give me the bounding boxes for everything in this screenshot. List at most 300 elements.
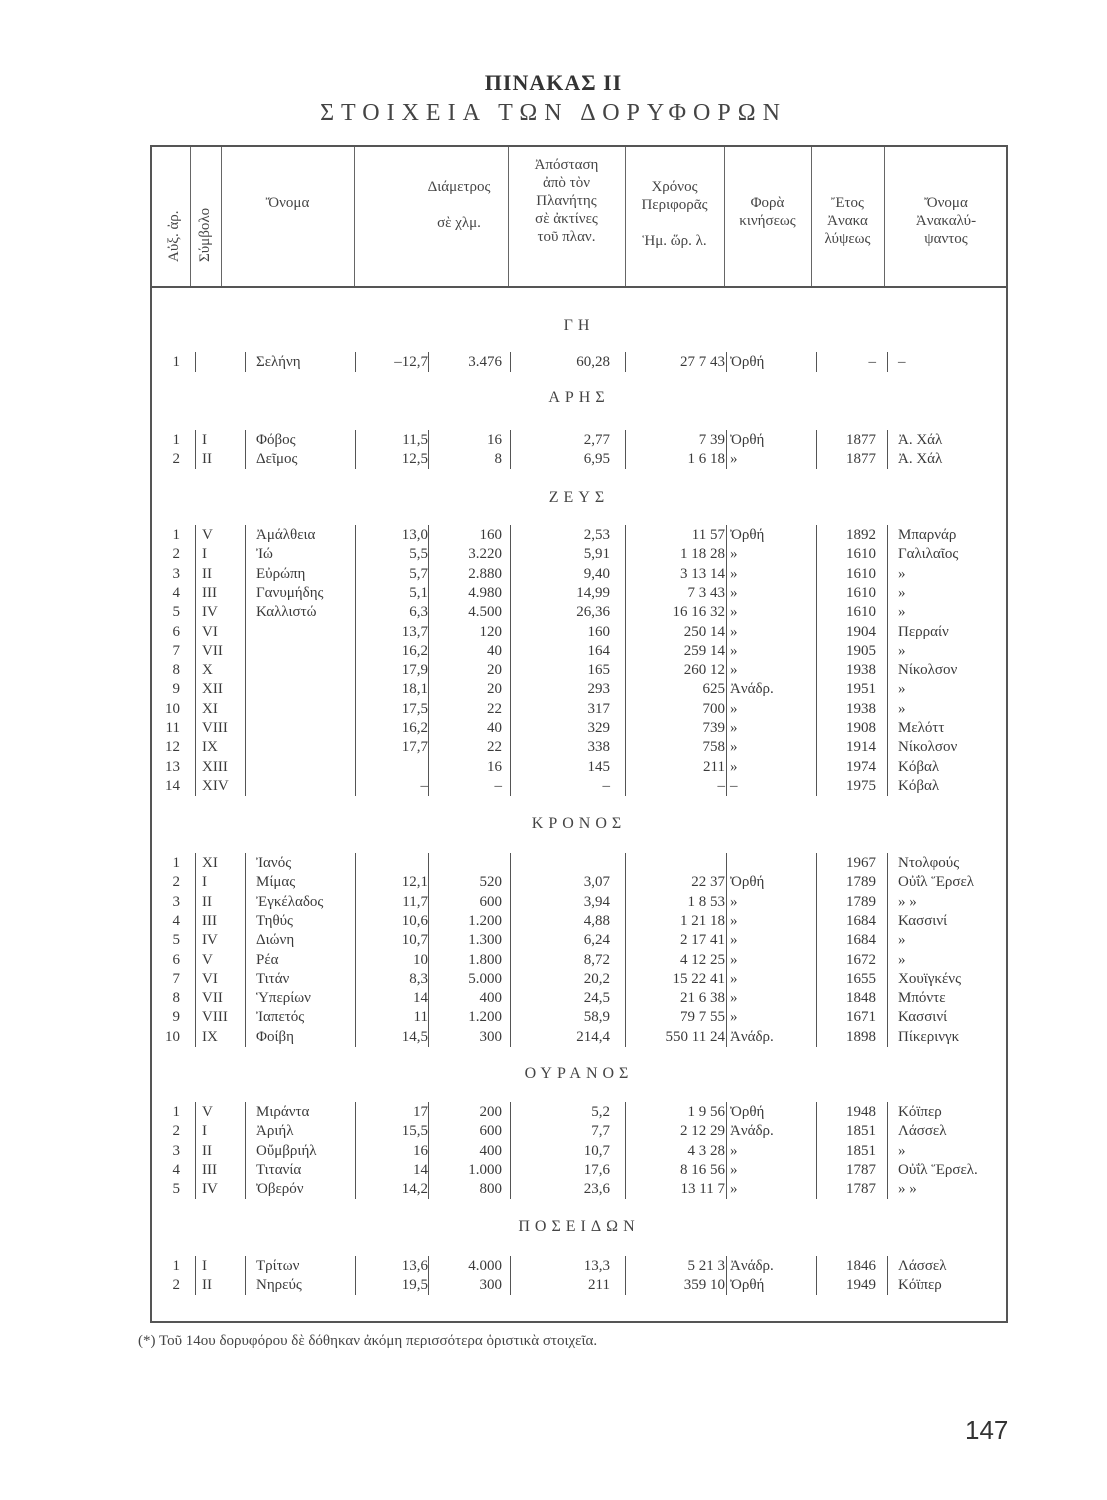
cell-diameter: 5,5	[409, 546, 428, 563]
column-rule	[887, 969, 888, 989]
cell-direction: »	[730, 642, 738, 659]
cell-num: 4	[172, 1161, 180, 1178]
column-rule	[887, 699, 888, 719]
cell-period: 550 11 24	[665, 1028, 725, 1045]
column-rule	[195, 853, 196, 873]
column-rule	[428, 699, 429, 719]
cell-period: 4 12 25	[680, 951, 725, 968]
table-row	[150, 854, 1008, 873]
column-rule	[726, 1275, 727, 1295]
column-rule	[195, 1256, 196, 1276]
table-row	[150, 951, 1008, 970]
cell-period-days: 3,07	[583, 874, 610, 891]
cell-period-days: 9,40	[583, 565, 610, 582]
column-rule	[428, 950, 429, 970]
cell-symbol: II	[202, 893, 212, 910]
column-rule	[428, 1179, 429, 1199]
column-rule	[726, 776, 727, 796]
header-period: Χρόνος Περιφορᾶς Ἡμ. ὥρ. λ.	[641, 179, 708, 249]
cell-num: 1	[172, 527, 180, 543]
cell-period-days: 211	[588, 1277, 610, 1294]
column-rule	[726, 602, 727, 622]
column-rule	[428, 544, 429, 564]
column-rule	[625, 1027, 626, 1047]
cell-direction: Ὀρθή	[730, 527, 765, 543]
cell-symbol: I	[202, 432, 207, 448]
cell-symbol: VI	[202, 970, 218, 987]
cell-diameter: 16	[413, 1142, 428, 1159]
cell-discoverer: »	[898, 951, 906, 968]
table-row	[150, 873, 1008, 892]
cell-year: 1672	[846, 951, 876, 968]
cell-distance: 160	[479, 527, 502, 543]
cell-symbol: II	[202, 565, 212, 582]
cell-diameter: 17,5	[401, 700, 428, 717]
column-rule	[726, 660, 727, 680]
cell-year: 1898	[846, 1028, 876, 1045]
section-heading: ΑΡΗΣ	[548, 389, 610, 406]
cell-distance: 2.880	[468, 565, 502, 582]
cell-period-days: 165	[587, 662, 610, 679]
column-rule	[195, 892, 196, 912]
table-row	[150, 603, 1008, 622]
column-rule	[887, 583, 888, 603]
column-rule	[625, 1007, 626, 1027]
column-rule	[625, 1275, 626, 1295]
cell-name: Οὔμβριήλ	[256, 1142, 317, 1159]
cell-num: 2	[172, 546, 180, 563]
cell-name: Διώνη	[256, 932, 295, 949]
cell-name: Μιράντα	[256, 1104, 310, 1120]
cell-discoverer: Κόβαλ	[898, 777, 940, 794]
cell-symbol: VII	[202, 990, 223, 1007]
column-rule	[195, 737, 196, 757]
table-row	[150, 1161, 1008, 1180]
cell-distance: 4.500	[468, 604, 502, 621]
cell-num: 10	[165, 1028, 180, 1045]
cell-period-days: 26,36	[576, 604, 610, 621]
column-rule	[625, 660, 626, 680]
cell-discoverer: »	[898, 604, 906, 621]
cell-diameter: 18,1	[401, 681, 428, 698]
cell-discoverer: »	[898, 584, 906, 601]
column-rule	[625, 622, 626, 642]
cell-name: Ἀριήλ	[256, 1123, 294, 1140]
cell-period: –	[717, 777, 725, 794]
cell-period: 211	[703, 758, 725, 775]
table-row	[150, 545, 1008, 564]
cell-period: 1 21 18	[680, 912, 725, 929]
column-rule	[195, 1007, 196, 1027]
cell-discoverer: Κασσινί	[898, 912, 948, 929]
column-rule	[625, 1256, 626, 1276]
column-rule	[428, 911, 429, 931]
cell-distance: 600	[479, 1123, 502, 1140]
column-rule	[625, 892, 626, 912]
cell-period: 3 13 14	[680, 565, 725, 582]
cell-num: 9	[172, 1009, 180, 1026]
cell-discoverer: Ἀ. Χάλ	[898, 432, 943, 448]
column-rule	[887, 430, 888, 450]
column-rule	[625, 930, 626, 950]
cell-distance: 120	[479, 623, 502, 640]
cell-distance: 4.000	[468, 1258, 502, 1274]
cell-year: 1851	[846, 1142, 876, 1159]
column-rule	[195, 930, 196, 950]
table-row	[150, 1142, 1008, 1161]
cell-period: 739	[702, 720, 725, 736]
cell-discoverer: Λάσσελ	[898, 1123, 947, 1140]
cell-distance: 16	[487, 432, 502, 448]
column-rule	[726, 641, 727, 661]
header-diameter: Διάμετρος σὲ χλμ.	[427, 179, 491, 231]
cell-year: 1877	[846, 451, 876, 468]
header-num: Αὐξ. ἀρ.	[166, 210, 182, 262]
cell-num: 5	[172, 604, 180, 621]
cell-distance: 1.800	[468, 951, 502, 968]
cell-distance: 8	[494, 451, 502, 468]
column-rule	[428, 525, 429, 545]
cell-symbol: IV	[202, 1181, 218, 1198]
cell-distance: 3.476	[468, 354, 502, 370]
cell-period-days: 7,7	[591, 1123, 610, 1140]
column-rule	[428, 1102, 429, 1122]
table-row	[150, 1257, 1008, 1276]
cell-name: Ὑπερίων	[256, 990, 311, 1007]
cell-name: Ἰώ	[256, 546, 273, 563]
cell-name: Σελήνη	[256, 354, 301, 370]
cell-symbol: III	[202, 1161, 217, 1178]
column-rule	[245, 352, 246, 372]
cell-period: 700	[702, 700, 725, 717]
column-rule	[195, 950, 196, 970]
column-rule	[625, 352, 626, 372]
cell-num: 4	[172, 584, 180, 601]
cell-direction: Ἀνάδρ.	[730, 1028, 774, 1045]
cell-num: 5	[172, 932, 180, 949]
cell-distance: 5.000	[468, 970, 502, 987]
header-name: Ὄνομα	[265, 195, 310, 211]
column-rule	[625, 564, 626, 584]
cell-num: 7	[172, 642, 180, 659]
cell-direction: »	[730, 951, 738, 968]
cell-period-days: 13,3	[583, 1258, 610, 1274]
column-rule	[625, 449, 626, 469]
column-rule	[428, 449, 429, 469]
cell-symbol: II	[202, 1142, 212, 1159]
column-rule	[195, 660, 196, 680]
cell-discoverer: »	[898, 1142, 906, 1159]
cell-symbol: VIII	[202, 720, 228, 736]
cell-diameter: 13,0	[401, 527, 428, 543]
cell-name: Ἐγκέλαδος	[256, 893, 324, 910]
cell-symbol: XI	[202, 700, 218, 717]
column-rule	[726, 1160, 727, 1180]
header-divider	[150, 286, 1008, 288]
cell-name: Τιτανία	[256, 1161, 302, 1178]
cell-diameter: 19,5	[401, 1277, 428, 1294]
column-rule	[428, 1160, 429, 1180]
footnote: (*) Τοῦ 14ου δορυφόρου δὲ δόθηκαν ἀκόμη περισσότερα ὁριστικὰ στοιχεῖα.	[138, 1333, 598, 1349]
column-rule	[726, 969, 727, 989]
cell-symbol: IV	[202, 604, 218, 621]
cell-num: 1	[172, 855, 180, 871]
column-rule	[195, 1160, 196, 1180]
column-rule	[887, 1121, 888, 1141]
cell-direction: »	[730, 700, 738, 717]
column-rule	[726, 564, 727, 584]
table-row	[150, 565, 1008, 584]
column-rule	[428, 853, 429, 873]
column-rule	[887, 602, 888, 622]
cell-distance: 4.980	[468, 584, 502, 601]
cell-diameter: 6,3	[409, 604, 428, 621]
cell-diameter: 5,7	[409, 565, 428, 582]
column-rule	[625, 853, 626, 873]
column-rule	[625, 641, 626, 661]
column-rule	[195, 564, 196, 584]
column-rule	[887, 1102, 888, 1122]
cell-direction: Ἀνάδρ.	[730, 1123, 774, 1140]
cell-diameter: 14	[413, 990, 428, 1007]
section-heading: ΓΗ	[563, 317, 595, 334]
cell-name: Καλλιστώ	[256, 604, 317, 621]
cell-diameter: 17	[413, 1104, 428, 1120]
cell-distance: 22	[487, 700, 502, 717]
cell-year: 1851	[846, 1123, 876, 1140]
cell-year: 1684	[846, 932, 876, 949]
cell-period: 259 14	[683, 642, 725, 659]
cell-distance: 1.300	[468, 932, 502, 949]
column-rule	[726, 1102, 727, 1122]
column-rule	[428, 660, 429, 680]
column-rule	[726, 1141, 727, 1161]
table-row	[150, 931, 1008, 950]
table-row	[150, 584, 1008, 603]
column-rule	[887, 1179, 888, 1199]
cell-symbol: XII	[202, 681, 223, 698]
cell-symbol: I	[202, 1258, 207, 1274]
cell-direction: »	[730, 584, 738, 601]
column-rule	[726, 1121, 727, 1141]
column-rule	[195, 679, 196, 699]
cell-name: Εὐρώπη	[256, 565, 306, 582]
column-rule	[195, 1121, 196, 1141]
cell-direction: »	[730, 662, 738, 679]
column-rule	[195, 776, 196, 796]
column-rule	[887, 544, 888, 564]
column-rule	[887, 911, 888, 931]
cell-period: 21 6 38	[680, 990, 725, 1007]
cell-num: 14	[165, 777, 180, 794]
column-rule	[428, 718, 429, 738]
cell-discoverer: Νίκολσον	[898, 662, 958, 679]
column-rule	[625, 1102, 626, 1122]
column-rule	[887, 950, 888, 970]
cell-direction: »	[730, 1009, 738, 1026]
cell-direction: »	[730, 546, 738, 563]
cell-year: 1914	[846, 739, 876, 756]
cell-distance: –	[494, 777, 502, 794]
column-rule	[625, 737, 626, 757]
column-rule	[510, 853, 511, 873]
cell-discoverer: »	[898, 642, 906, 659]
cell-diameter: 16,2	[401, 642, 428, 659]
cell-discoverer: Περραίν	[898, 623, 949, 640]
column-rule	[726, 352, 727, 372]
cell-num: 1	[172, 1258, 180, 1274]
cell-direction: »	[730, 758, 738, 775]
column-rule	[428, 564, 429, 584]
cell-diameter: –12,7	[394, 354, 428, 370]
cell-period: 260 12	[683, 662, 725, 679]
cell-direction: »	[730, 739, 738, 756]
column-rule	[428, 352, 429, 372]
header-discoverer: Ὄνομα Ἀνακαλύ- ψαντος	[915, 195, 977, 247]
cell-year: 1610	[846, 546, 876, 563]
column-rule	[726, 950, 727, 970]
cell-year: 1948	[846, 1104, 876, 1120]
cell-num: 12	[165, 739, 180, 756]
cell-distance: 300	[479, 1028, 502, 1045]
cell-period-days: 3,94	[583, 893, 610, 910]
cell-period: 27 7 43	[680, 354, 725, 370]
cell-discoverer: Οὐΐλ Ἕρσελ	[898, 874, 975, 891]
column-rule	[428, 872, 429, 892]
column-rule	[887, 930, 888, 950]
cell-period: 359 10	[683, 1277, 725, 1294]
column-rule	[625, 525, 626, 545]
cell-num: 9	[172, 681, 180, 698]
column-rule	[625, 988, 626, 1008]
cell-num: 2	[172, 874, 180, 891]
column-rule	[428, 988, 429, 1008]
cell-symbol: III	[202, 912, 217, 929]
cell-num: 10	[165, 700, 180, 717]
table-row	[150, 642, 1008, 661]
column-rule	[195, 1027, 196, 1047]
cell-name: Νηρεύς	[256, 1277, 302, 1294]
column-rule	[887, 776, 888, 796]
cell-year: 1787	[846, 1181, 876, 1198]
cell-num: 3	[172, 893, 180, 910]
cell-num: 2	[172, 451, 180, 468]
cell-diameter: –	[420, 777, 428, 794]
header-divider-1	[190, 147, 191, 286]
cell-year: 1848	[846, 990, 876, 1007]
table-row	[150, 738, 1008, 757]
cell-year: 1905	[846, 642, 876, 659]
section-heading: ΟΥΡΑΝΟΣ	[524, 1065, 634, 1082]
column-rule	[887, 988, 888, 1008]
column-rule	[625, 1160, 626, 1180]
cell-year: 1610	[846, 604, 876, 621]
column-rule	[428, 757, 429, 777]
column-rule	[726, 853, 727, 873]
cell-diameter: 10,7	[401, 932, 428, 949]
cell-year: 1938	[846, 700, 876, 717]
cell-name: Φόβος	[256, 432, 296, 448]
cell-direction: »	[730, 1181, 738, 1198]
cell-year: 1655	[846, 970, 876, 987]
column-rule	[887, 853, 888, 873]
column-rule	[195, 622, 196, 642]
cell-distance: 22	[487, 739, 502, 756]
cell-discoverer: »	[898, 932, 906, 949]
cell-period: 1 9 56	[687, 1104, 725, 1120]
column-rule	[195, 988, 196, 1008]
cell-discoverer: Ἀ. Χάλ	[898, 451, 943, 468]
cell-year: 1974	[846, 758, 876, 775]
cell-name: Μίμας	[256, 874, 296, 891]
cell-period-days: –	[602, 777, 610, 794]
column-rule	[726, 1027, 727, 1047]
cell-year: 1975	[846, 777, 876, 794]
cell-year: 1789	[846, 874, 876, 891]
cell-period-days: 24,5	[583, 990, 610, 1007]
cell-diameter: 17,7	[401, 739, 428, 756]
cell-symbol: V	[202, 951, 213, 968]
cell-name: Τρίτων	[256, 1258, 300, 1274]
column-rule	[625, 969, 626, 989]
cell-period-days: 14,99	[576, 584, 610, 601]
cell-symbol: IV	[202, 932, 218, 949]
column-rule	[625, 718, 626, 738]
cell-symbol: I	[202, 874, 207, 891]
cell-distance: 400	[479, 990, 502, 1007]
section-heading: ΚΡΟΝΟΣ	[531, 815, 627, 832]
header-direction: Φορὰ κινήσεως	[739, 195, 796, 229]
cell-period: 1 8 53	[687, 893, 725, 910]
cell-symbol: XI	[202, 855, 218, 871]
column-rule	[428, 641, 429, 661]
column-rule	[195, 602, 196, 622]
column-rule	[887, 679, 888, 699]
cell-period: 4 3 28	[687, 1142, 725, 1159]
column-rule	[428, 969, 429, 989]
cell-year: 1908	[846, 720, 876, 736]
cell-period-days: 293	[587, 681, 610, 698]
column-rule	[195, 430, 196, 450]
cell-direction: Ἀνάδρ.	[730, 681, 774, 698]
table-row	[150, 526, 1008, 545]
cell-symbol: I	[202, 546, 207, 563]
column-rule	[428, 583, 429, 603]
cell-symbol: II	[202, 1277, 212, 1294]
cell-num: 7	[172, 970, 180, 987]
table-row	[150, 1180, 1008, 1199]
cell-year: 1904	[846, 623, 876, 640]
cell-num: 8	[172, 990, 180, 1007]
section-heading: ΖΕΥΣ	[548, 489, 610, 506]
column-rule	[887, 622, 888, 642]
cell-period-days: 10,7	[583, 1142, 610, 1159]
cell-direction: »	[730, 1142, 738, 1159]
cell-discoverer: Μπόντε	[898, 990, 946, 1007]
cell-direction: Ὀρθή	[730, 1104, 765, 1120]
cell-period: 16 16 32	[672, 604, 725, 621]
cell-period-days: 17,6	[583, 1161, 610, 1178]
cell-symbol: XIII	[202, 758, 228, 775]
table-row	[150, 970, 1008, 989]
cell-diameter: 5,1	[409, 584, 428, 601]
header-divider-3	[354, 147, 355, 286]
cell-name: Γανυμήδης	[256, 584, 324, 601]
cell-name: Ἰαπετός	[256, 1009, 305, 1026]
cell-num: 11	[165, 720, 180, 736]
column-rule	[625, 679, 626, 699]
cell-diameter: 15,5	[401, 1123, 428, 1140]
